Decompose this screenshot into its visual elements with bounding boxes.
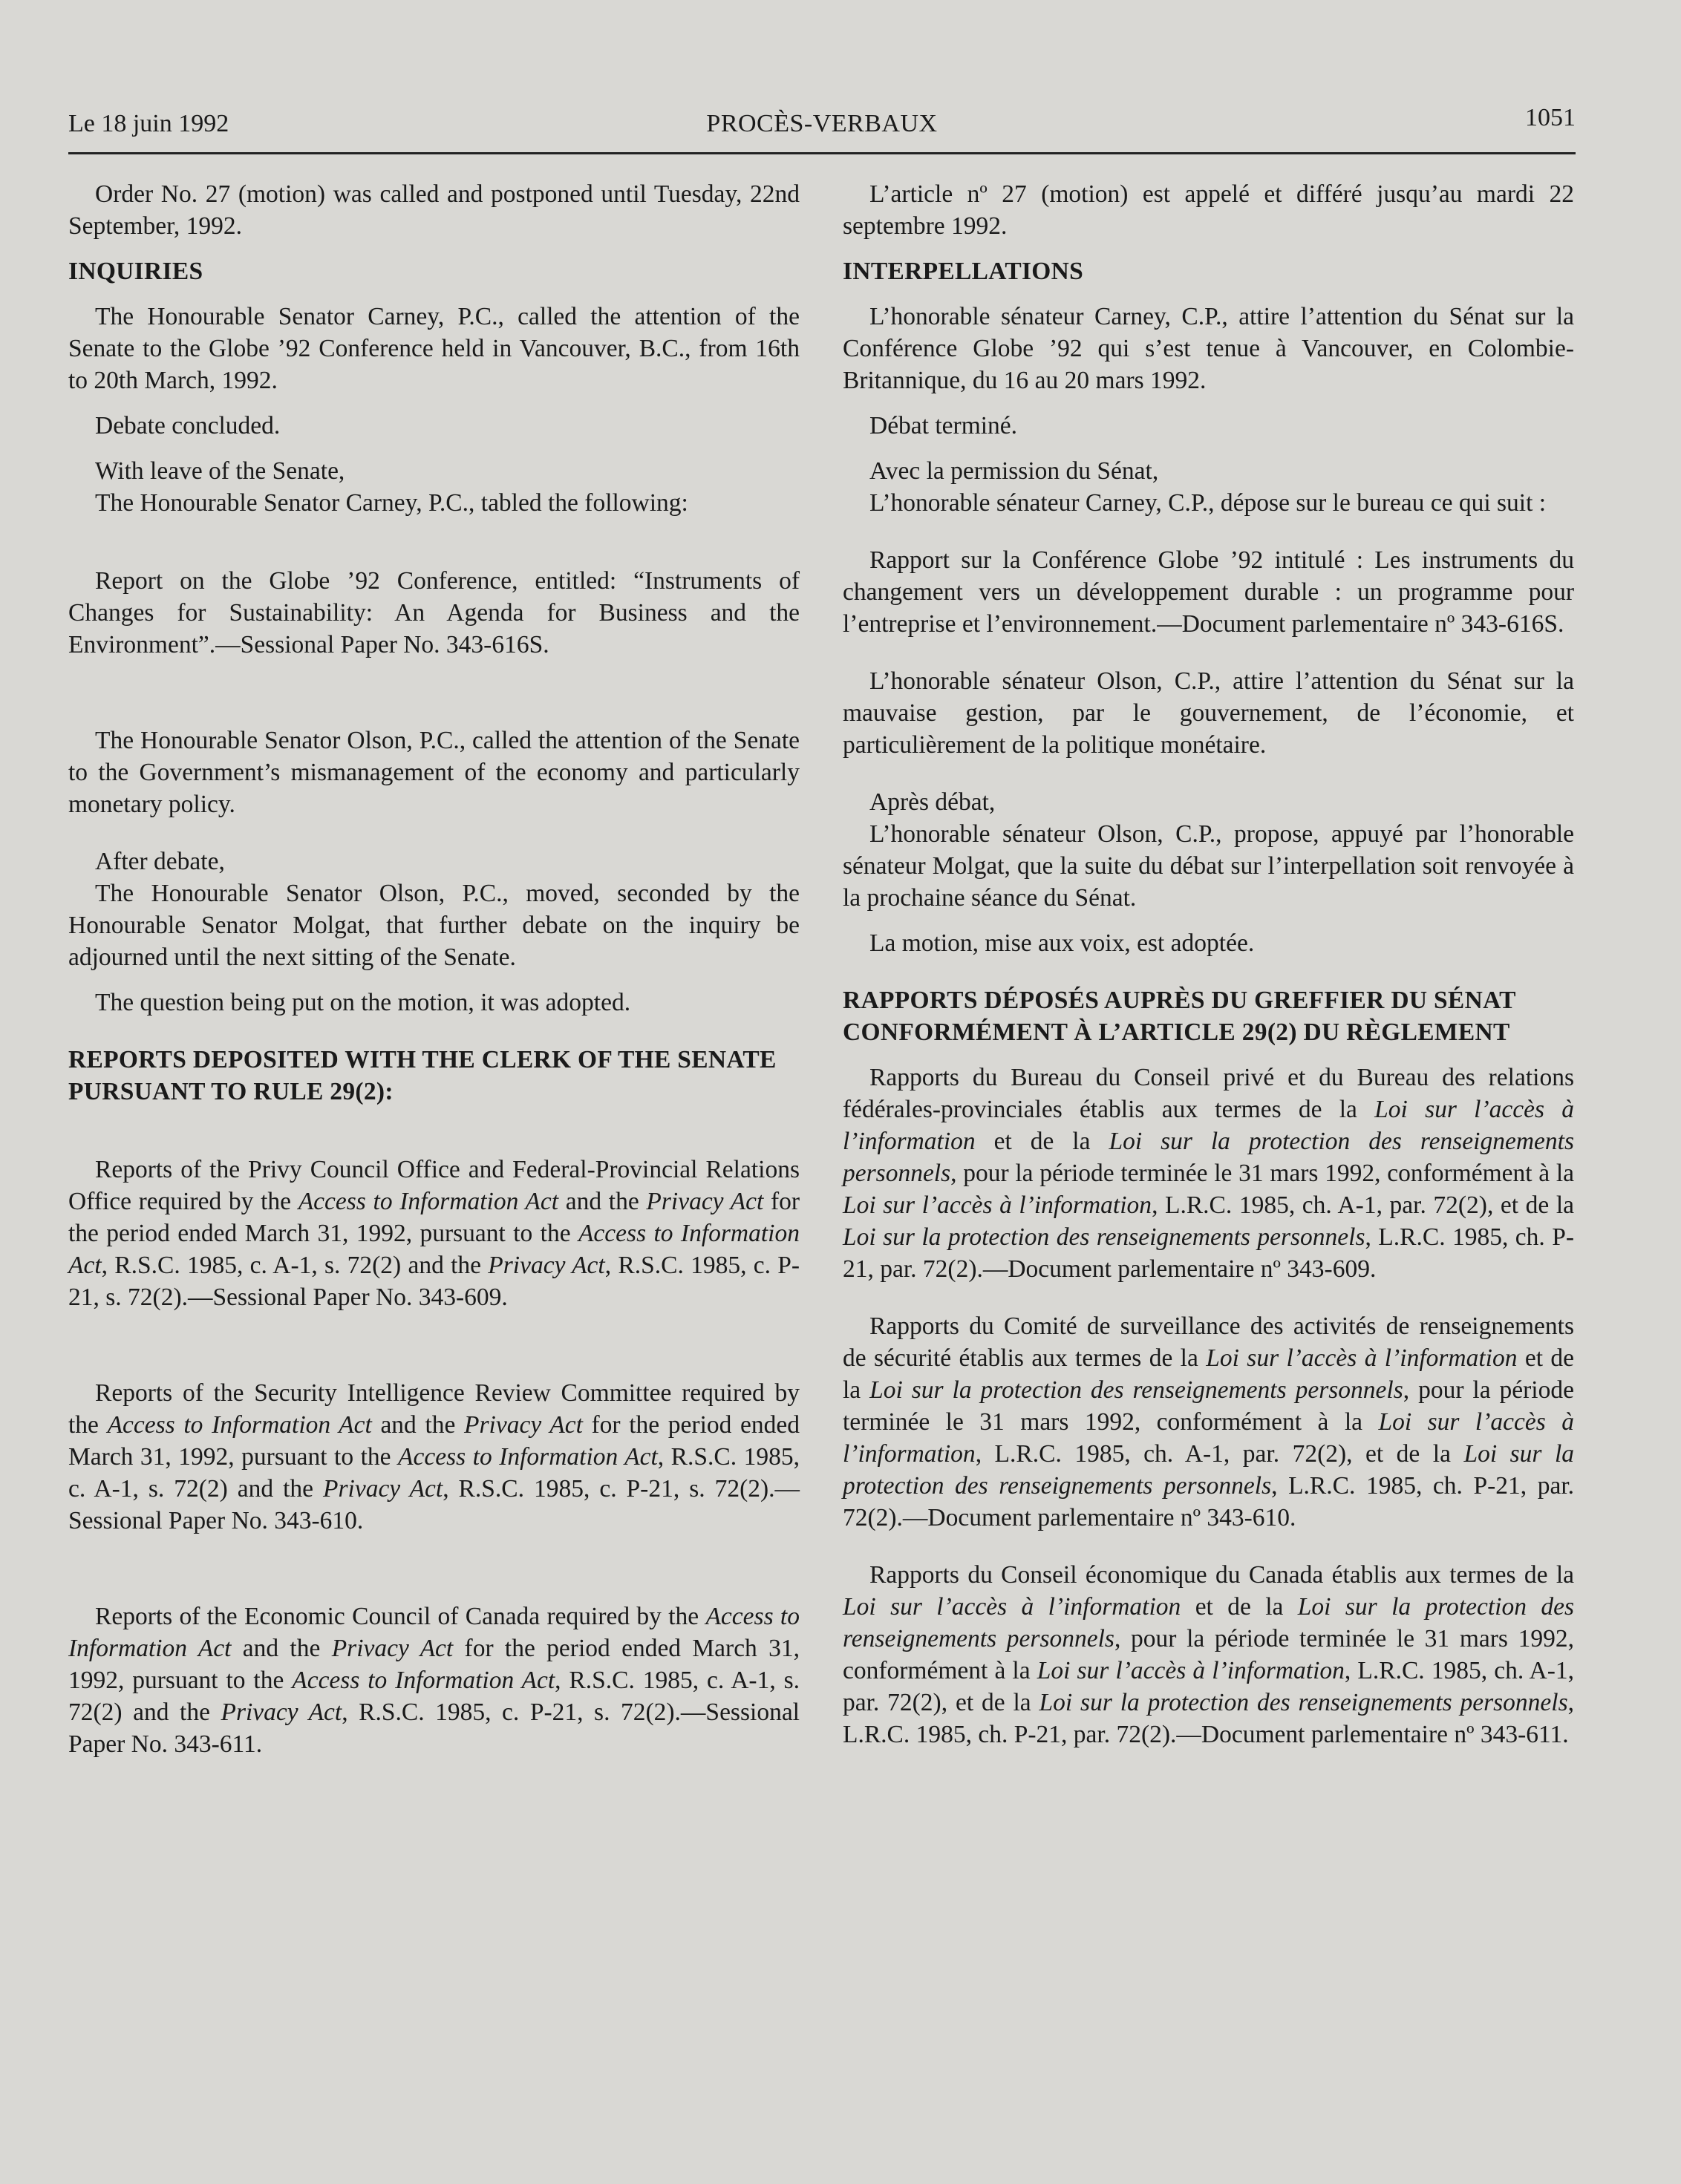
after-debate-fr: Après débat, bbox=[869, 788, 996, 816]
tabled-text: The Honourable Senator Carney, P.C., tabled the following: bbox=[95, 489, 688, 517]
report-privy-council: Reports of the Privy Council Office and Federal-Provincial Relations Office required by the Access to Information Act and the Privacy Act for the period ended March 31, 1992, pursuant to the Access to Information Act, R.S.C. 1985, c. A-1, s. 72(2) and the Privacy Act, R.S.C. 1985, c. P-21, s. 72(2).—Sessional Paper No. 343-609. bbox=[68, 1156, 800, 1311]
reports-heading-fr: RAPPORTS DÉPOSÉS AUPRÈS DU GREFFIER DU SÉNAT CONFORMÉMENT À L’ARTICLE 29(2) DU RÈGLEMENT bbox=[843, 987, 1516, 1046]
header-date: Le 18 juin 1992 bbox=[68, 110, 229, 137]
order-text-fr: L’article nº 27 (motion) est appelé et différé jusqu’au mardi 22 septembre 1992. bbox=[843, 180, 1574, 240]
french-column bbox=[843, 178, 1574, 1750]
debate-concluded: Debate concluded. bbox=[95, 412, 281, 439]
inquiry-carney-fr: L’honorable sénateur Carney, C.P., attire l’attention du Sénat sur la Conférence Globe ’92 qui s’est tenue à Vancouver, en Colombie-Britannique, du 16 au 20 mars 1992. bbox=[843, 303, 1574, 394]
report-security-intelligence-fr: Rapports du Comité de surveillance des activités de renseignements de sécurité établis aux termes de la Loi sur l’accès à l’information et de la Loi sur la protection des renseignements personnels, pour la période terminée le 31 mars 1992, conformément à la Loi sur l’accès à l’information, L.R.C. 1985, ch. A-1, par. 72(2), et de la Loi sur la protection des renseignements personnels, L.R.C. 1985, ch. P-21, par. 72(2).—Document parlementaire nº 343-610. bbox=[843, 1312, 1575, 1531]
with-leave-fr: Avec la permission du Sénat, bbox=[869, 457, 1159, 485]
question-put: The question being put on the motion, it was adopted. bbox=[95, 989, 631, 1016]
after-debate: After debate, bbox=[95, 848, 225, 875]
tabled-text-fr: L’honorable sénateur Carney, C.P., dépose sur le bureau ce qui suit : bbox=[869, 489, 1547, 517]
report-privy-council-fr: Rapports du Bureau du Conseil privé et du Bureau des relations fédérales-provinciales établis aux termes de la Loi sur l’accès à l’information et de la Loi sur la protection des renseignements personnels, pour la période terminée le 31 mars 1992, conformément à la Loi sur l’accès à l’information, L.R.C. 1985, ch. A-1, par. 72(2), et de la Loi sur la protection des renseignements personnels, L.R.C. 1985, ch. P-21, par. 72(2).—Document parlementaire nº 343-609. bbox=[843, 1064, 1575, 1283]
order-text: Order No. 27 (motion) was called and postponed until Tuesday, 22nd September, 1992. bbox=[68, 180, 800, 240]
inquiry-olson: The Honourable Senator Olson, P.C., called the attention of the Senate to the Government’s mismanagement of the economy and particularly monetary policy. bbox=[68, 727, 800, 818]
report-economic-council-fr: Rapports du Conseil économique du Canada établis aux termes de la Loi sur l’accès à l’information et de la Loi sur la protection des renseignements personnels, pour la période terminée le 31 mars 1992, conformément à la Loi sur l’accès à l’information, L.R.C. 1985, ch. A-1, par. 72(2), et de la Loi sur la protection des renseignements personnels, L.R.C. 1985, ch. P-21, par. 72(2).—Document parlementaire nº 343-611. bbox=[843, 1561, 1574, 1748]
inquiries-heading: INQUIRIES bbox=[68, 258, 203, 285]
motion-moved: The Honourable Senator Olson, P.C., moved, seconded by the Honourable Senator Molgat, that further debate on the inquiry be adjourned until the next sitting of the Senate. bbox=[68, 880, 800, 971]
english-column bbox=[68, 178, 800, 1760]
report-globe-fr: Rapport sur la Conférence Globe ’92 intitulé : Les instruments du changement vers un développement durable : un programme pour l’entreprise et l’environnement.—Document parlementaire nº 343-616S. bbox=[843, 546, 1574, 638]
page-header bbox=[68, 104, 1576, 154]
debate-concluded-fr: Débat terminé. bbox=[869, 412, 1018, 439]
question-put-fr: La motion, mise aux voix, est adoptée. bbox=[869, 929, 1255, 957]
header-rule bbox=[68, 152, 1576, 154]
header-title: PROCÈS-VERBAUX bbox=[706, 110, 938, 137]
reports-heading: REPORTS DEPOSITED WITH THE CLERK OF THE SENATE PURSUANT TO RULE 29(2): bbox=[68, 1046, 777, 1105]
report-economic-council: Reports of the Economic Council of Canada required by the Access to Information Act and the Privacy Act for the period ended March 31, 1992, pursuant to the Access to Information Act, R.S.C. 1985, c. A-1, s. 72(2) and the Privacy Act, R.S.C. 1985, c. P-21, s. 72(2).—Sessional Paper No. 343-611. bbox=[68, 1603, 800, 1758]
page-number: 1051 bbox=[1525, 104, 1576, 131]
report-globe: Report on the Globe ’92 Conference, entitled: “Instruments of Changes for Sustainability: An Agenda for Business and the Environment”.—Sessional Paper No. 343-616S. bbox=[68, 567, 800, 658]
inquiry-olson-fr: L’honorable sénateur Olson, C.P., attire l’attention du Sénat sur la mauvaise gestion, par le gouvernement, de l’économie, et particulièrement de la politique monétaire. bbox=[843, 667, 1574, 759]
interpellations-heading: INTERPELLATIONS bbox=[843, 258, 1084, 285]
inquiry-carney: The Honourable Senator Carney, P.C., called the attention of the Senate to the Globe ’92 Conference held in Vancouver, B.C., from 16th to 20th March, 1992. bbox=[68, 303, 800, 394]
report-security-intelligence: Reports of the Security Intelligence Review Committee required by the Access to Information Act and the Privacy Act for the period ended March 31, 1992, pursuant to the Access to Information Act, R.S.C. 1985, c. A-1, s. 72(2) and the Privacy Act, R.S.C. 1985, c. P-21, s. 72(2).—Sessional Paper No. 343-610. bbox=[68, 1379, 800, 1534]
motion-moved-fr: L’honorable sénateur Olson, C.P., propose, appuyé par l’honorable sénateur Molgat, que la suite du débat sur l’interpellation soit renvoyée à la prochaine séance du Sénat. bbox=[843, 820, 1574, 912]
with-leave: With leave of the Senate, bbox=[95, 457, 345, 485]
